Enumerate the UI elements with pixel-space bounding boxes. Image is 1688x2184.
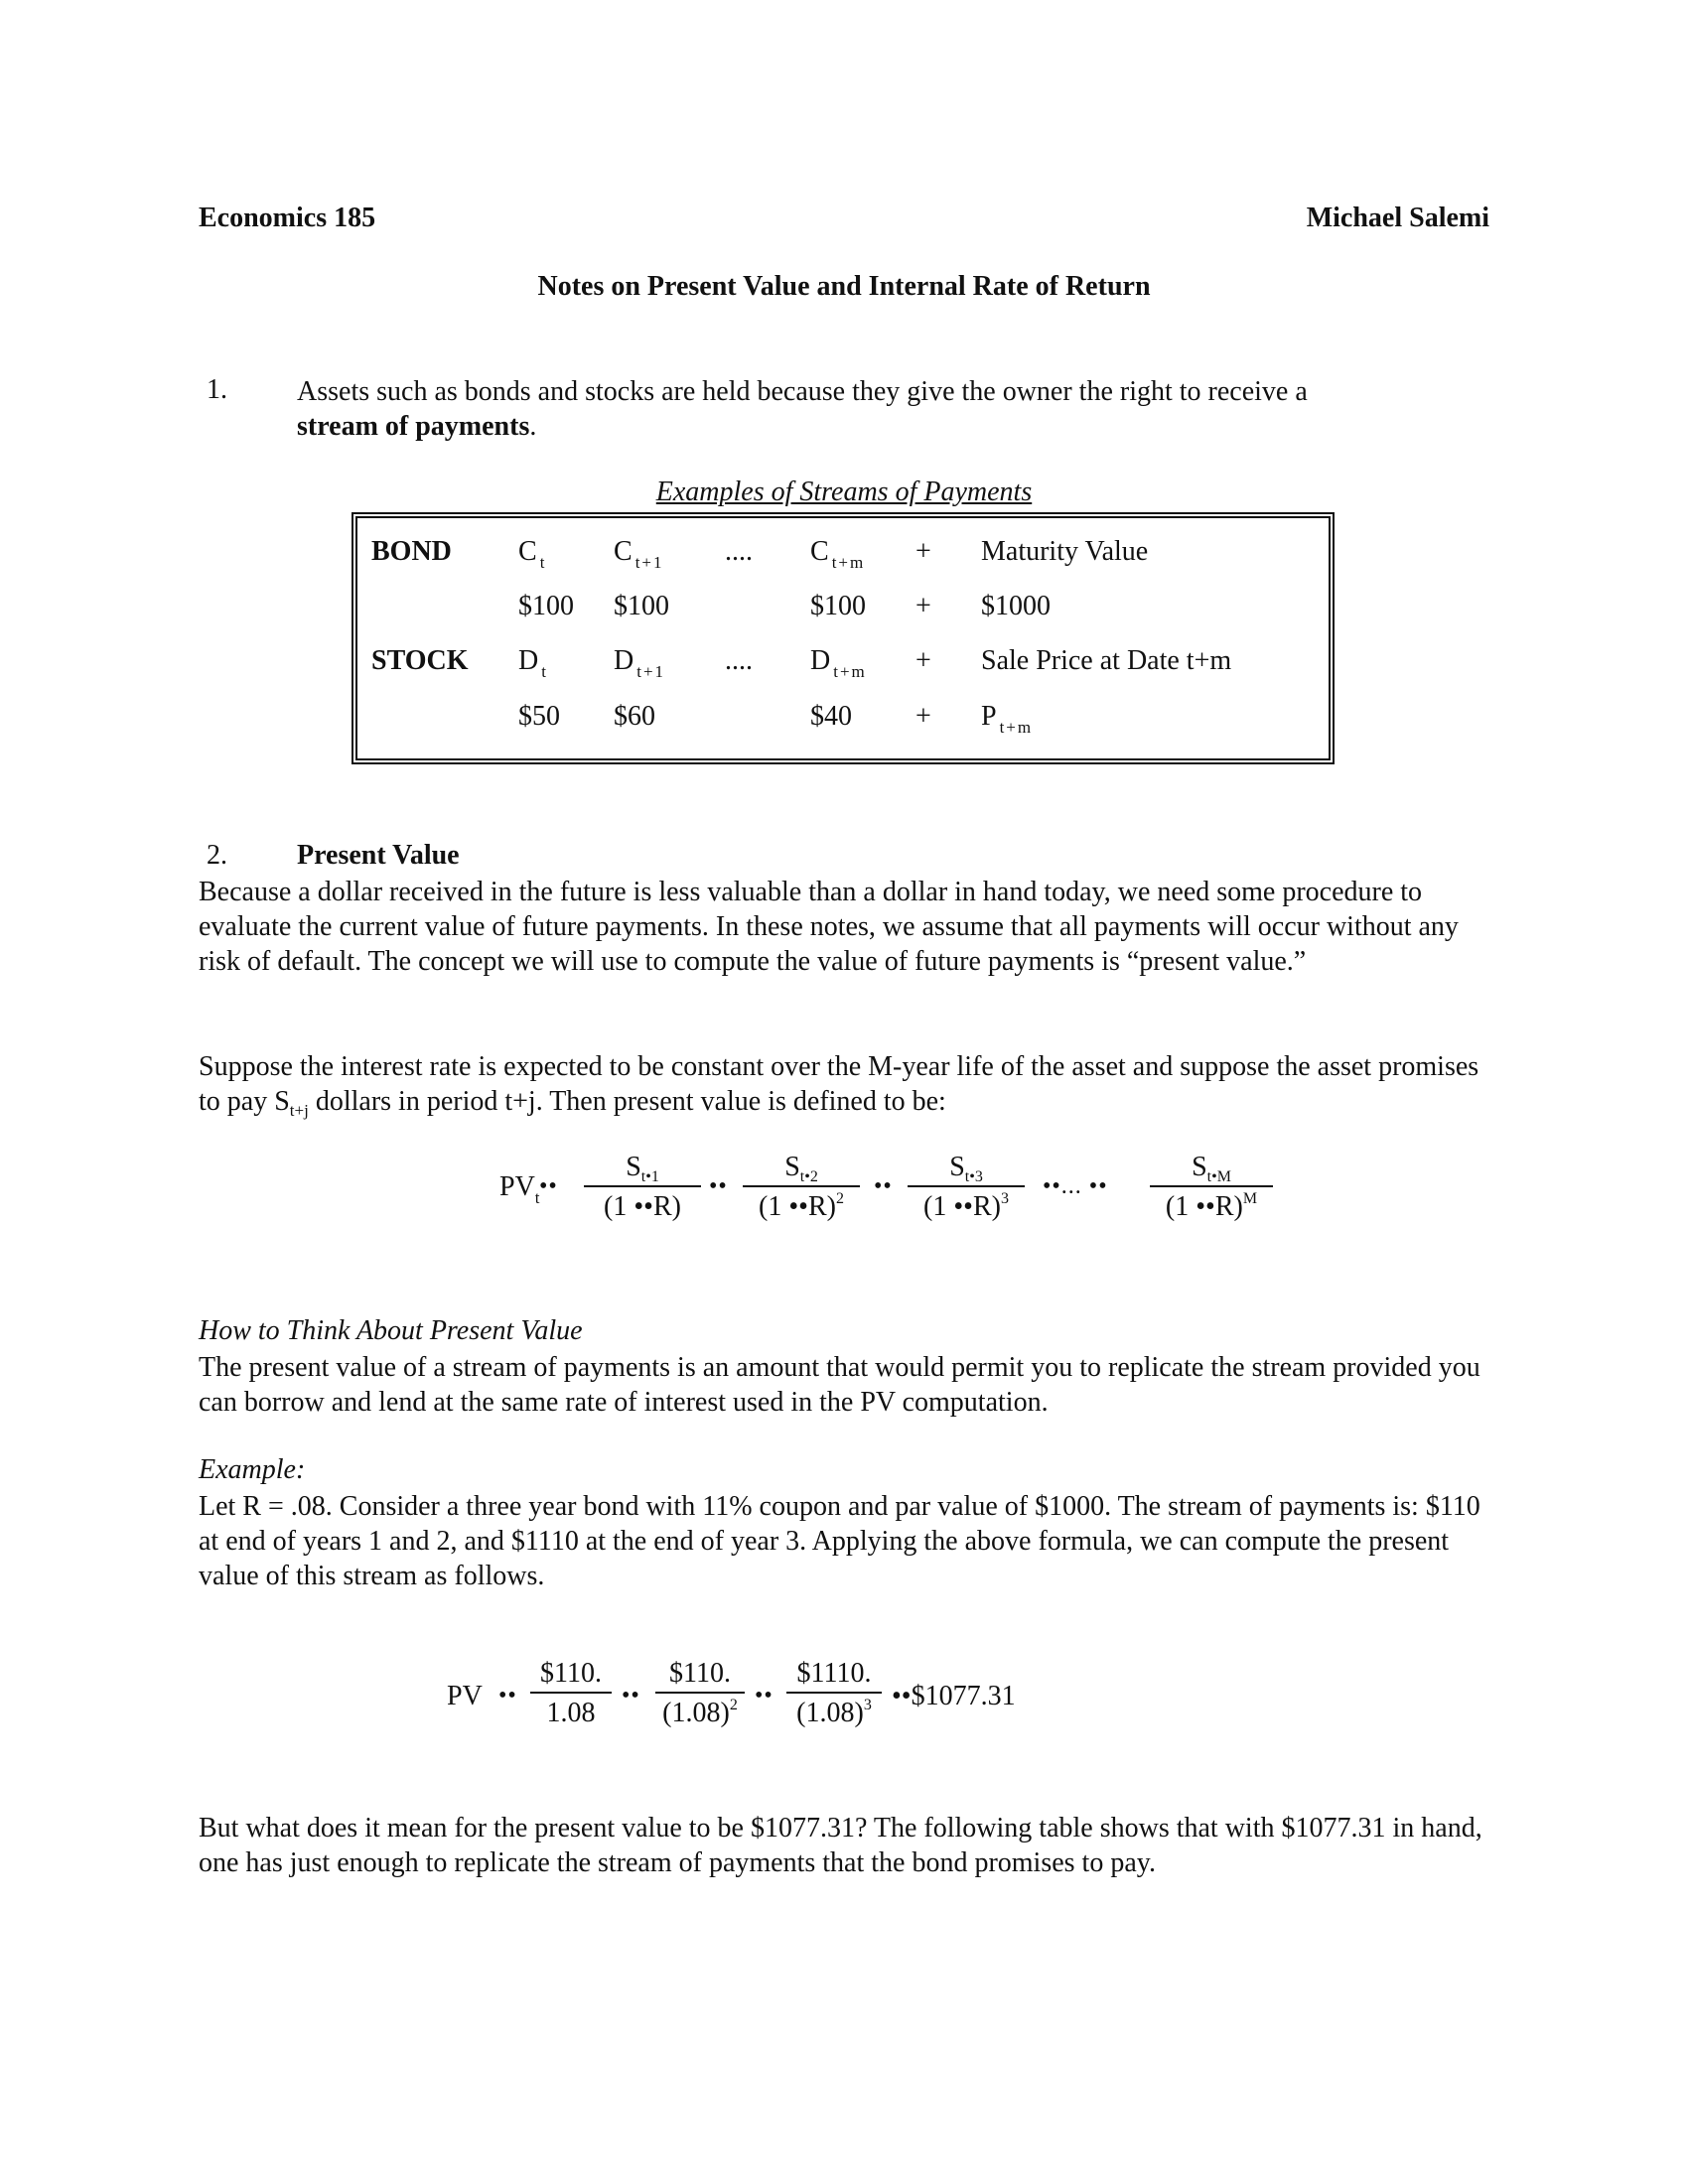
stock-value-3: $40 (810, 701, 852, 732)
document-title: Notes on Present Value and Internal Rate of Return (537, 271, 1151, 302)
formula-1-equals: •• (539, 1173, 558, 1199)
formula-1-term-1-num (584, 1152, 701, 1187)
author-name: Michael Salemi (1306, 203, 1489, 233)
formula-2-term-3-num: $1110. (786, 1658, 882, 1694)
bond-label: BOND (371, 536, 452, 567)
stock-d2 (614, 645, 666, 681)
formula-2-term-1-num: $110. (530, 1658, 612, 1694)
formula-1-term-m-power: M (1242, 1190, 1258, 1207)
formula-2-equals: •• (498, 1683, 517, 1708)
formula-1-term-m-s: S (1192, 1152, 1207, 1182)
formula-1-term-2-sub: t•2 (799, 1168, 818, 1185)
formula-2-term-2-base: (1.08) (662, 1698, 730, 1728)
stock-d3-symbol: D (810, 645, 831, 676)
formula-1-term-2-num (743, 1152, 860, 1187)
formula-1-op-2: •• (874, 1173, 893, 1199)
formula-2-term-2-num: $110. (655, 1658, 745, 1694)
formula-2-term-3-den (786, 1694, 882, 1729)
formula-1-term-3-s: S (949, 1152, 965, 1182)
formula-1-term-1-base: (1 ••R) (604, 1191, 681, 1222)
formula-1-op-1: •• (709, 1173, 728, 1199)
formula-1-term-3-num (908, 1152, 1025, 1187)
stock-d1-sub: t (541, 662, 548, 681)
example-heading: Example: (199, 1454, 306, 1485)
stock-label: STOCK (371, 645, 469, 676)
bond-c2-sub: t+1 (634, 553, 664, 572)
stock-d2-symbol: D (614, 645, 634, 676)
formula-2-term-3-base: (1.08) (796, 1698, 864, 1728)
formula-2-op-1: •• (622, 1683, 640, 1708)
stock-sale-label: Sale Price at Date t+m (981, 645, 1232, 676)
bond-value-3: $100 (810, 591, 866, 621)
bond-c2-symbol: C (614, 536, 633, 567)
stock-sale-price-sub: t+m (999, 718, 1034, 737)
table-caption: Examples of Streams of Payments (655, 477, 1033, 507)
formula-2-term-2 (655, 1658, 745, 1729)
bond-c3-sub: t+m (831, 553, 866, 572)
formula-1-term-1-sub: t•1 (640, 1168, 659, 1185)
section-2-number: 2. (207, 840, 227, 871)
formula-2-term-2-power: 2 (729, 1697, 738, 1713)
stock-value-1: $50 (518, 701, 560, 732)
formula-2-lhs: PV (447, 1681, 483, 1711)
bond-c1-symbol: C (518, 536, 537, 567)
formula-1-lhs (499, 1171, 540, 1207)
bond-c1 (518, 536, 547, 572)
formula-2-term-1 (530, 1658, 612, 1729)
bond-ellipsis: .... (725, 536, 753, 567)
formula-1-term-1-s: S (626, 1152, 641, 1182)
formula-2-result: ••$1077.31 (892, 1681, 1016, 1711)
formula-1-term-m-den (1150, 1187, 1273, 1223)
think-heading: How to Think About Present Value (199, 1315, 583, 1346)
formula-1-term-2 (743, 1152, 860, 1223)
formula-1-pv-sub: t (534, 1188, 540, 1207)
formula-2-term-1-den: 1.08 (546, 1698, 596, 1728)
formula-2-term-3 (786, 1658, 882, 1729)
example-paragraph: Let R = .08. Consider a three year bond with 11% coupon and par value of $1000. The stream of payments is: $110 at end of years 1 and 2, and $1110 at the end of year 3. Applying the above formula, we can compute the present value of this stream as follows. (199, 1491, 1480, 1591)
stock-plus-2: + (915, 701, 931, 732)
formula-1-term-1-den (584, 1187, 701, 1223)
formula-1-term-3-base: (1 ••R) (923, 1191, 1001, 1222)
bond-c2 (614, 536, 664, 572)
interest-rate-text-end: dollars in period t+j. Then present value is defined to be: (308, 1086, 946, 1117)
section-1-number: 1. (207, 374, 227, 405)
formula-2-term-2-den (655, 1694, 745, 1729)
formula-1-term-1 (584, 1152, 701, 1223)
think-paragraph: The present value of a stream of payments is an amount that would permit you to replicate the stream provided you can borrow and lend at the same rate of interest used in the PV computation. (199, 1352, 1480, 1418)
stock-sale-price (981, 701, 1034, 737)
stock-d3-sub: t+m (833, 662, 867, 681)
stock-value-2: $60 (614, 701, 655, 732)
stock-plus-1: + (915, 645, 931, 676)
bond-plus-1: + (915, 536, 931, 567)
bond-c1-sub: t (539, 553, 547, 572)
course-title: Economics 185 (199, 203, 376, 233)
bond-maturity-value: $1000 (981, 591, 1051, 621)
stock-sale-price-symbol: P (981, 701, 997, 732)
formula-1-op-3: ••... •• (1043, 1173, 1108, 1199)
stock-d1 (518, 645, 548, 681)
section-1-period: . (529, 411, 537, 442)
formula-1-term-2-base: (1 ••R) (759, 1191, 836, 1222)
formula-1-term-m (1150, 1152, 1273, 1223)
formula-1-term-2-s: S (784, 1152, 800, 1182)
payments-table (352, 512, 1335, 764)
closing-paragraph: But what does it mean for the present value to be $1077.31? The following table shows that with $1077.31 in hand, one has just enough to replicate the stream of payments that the bond promises to pay. (199, 1813, 1482, 1878)
section-2-heading: Present Value (297, 840, 460, 871)
formula-1-term-2-den (743, 1187, 860, 1223)
formula-1-term-m-base: (1 ••R) (1165, 1191, 1243, 1222)
bond-value-1: $100 (518, 591, 574, 621)
bond-c3-symbol: C (810, 536, 829, 567)
formula-2-term-3-power: 3 (863, 1697, 872, 1713)
stock-d2-sub: t+1 (636, 662, 666, 681)
bond-value-2: $100 (614, 591, 669, 621)
formula-1-term-3-power: 3 (1000, 1190, 1009, 1207)
stock-ellipsis: .... (725, 645, 753, 676)
formula-1-term-2-power: 2 (835, 1190, 844, 1207)
stock-d3 (810, 645, 867, 681)
interest-rate-paragraph (199, 1049, 1489, 1122)
formula-1-term-m-sub: t•M (1206, 1168, 1231, 1185)
present-value-paragraph: Because a dollar received in the future is less valuable than a dollar in hand today, we need some procedure to evaluate the current value of future payments. In these notes, we assume that all payments will occur without any risk of default. The concept we will use to compute the value of future payments is “present value.” (199, 877, 1459, 977)
interest-rate-sub: t+j (289, 1101, 309, 1120)
section-1-text (297, 374, 1308, 444)
section-1-bold-term: stream of payments (297, 411, 530, 442)
stock-d1-symbol: D (518, 645, 539, 676)
formula-1-term-3-den (908, 1187, 1025, 1223)
formula-1-pv: PV (499, 1171, 535, 1202)
bond-plus-2: + (915, 591, 931, 621)
bond-maturity-label: Maturity Value (981, 536, 1149, 567)
formula-1-term-3-sub: t•3 (964, 1168, 983, 1185)
interest-rate-text: Suppose the interest rate is expected to be constant over the M-year life of the asset and suppose the asset promises to pay S (199, 1051, 1479, 1117)
formula-1-term-m-num (1150, 1152, 1273, 1187)
bond-c3 (810, 536, 866, 572)
formula-2-op-2: •• (755, 1683, 774, 1708)
section-1-line1: Assets such as bonds and stocks are held because they give the owner the right to receive a (297, 376, 1308, 407)
formula-1-term-3 (908, 1152, 1025, 1223)
